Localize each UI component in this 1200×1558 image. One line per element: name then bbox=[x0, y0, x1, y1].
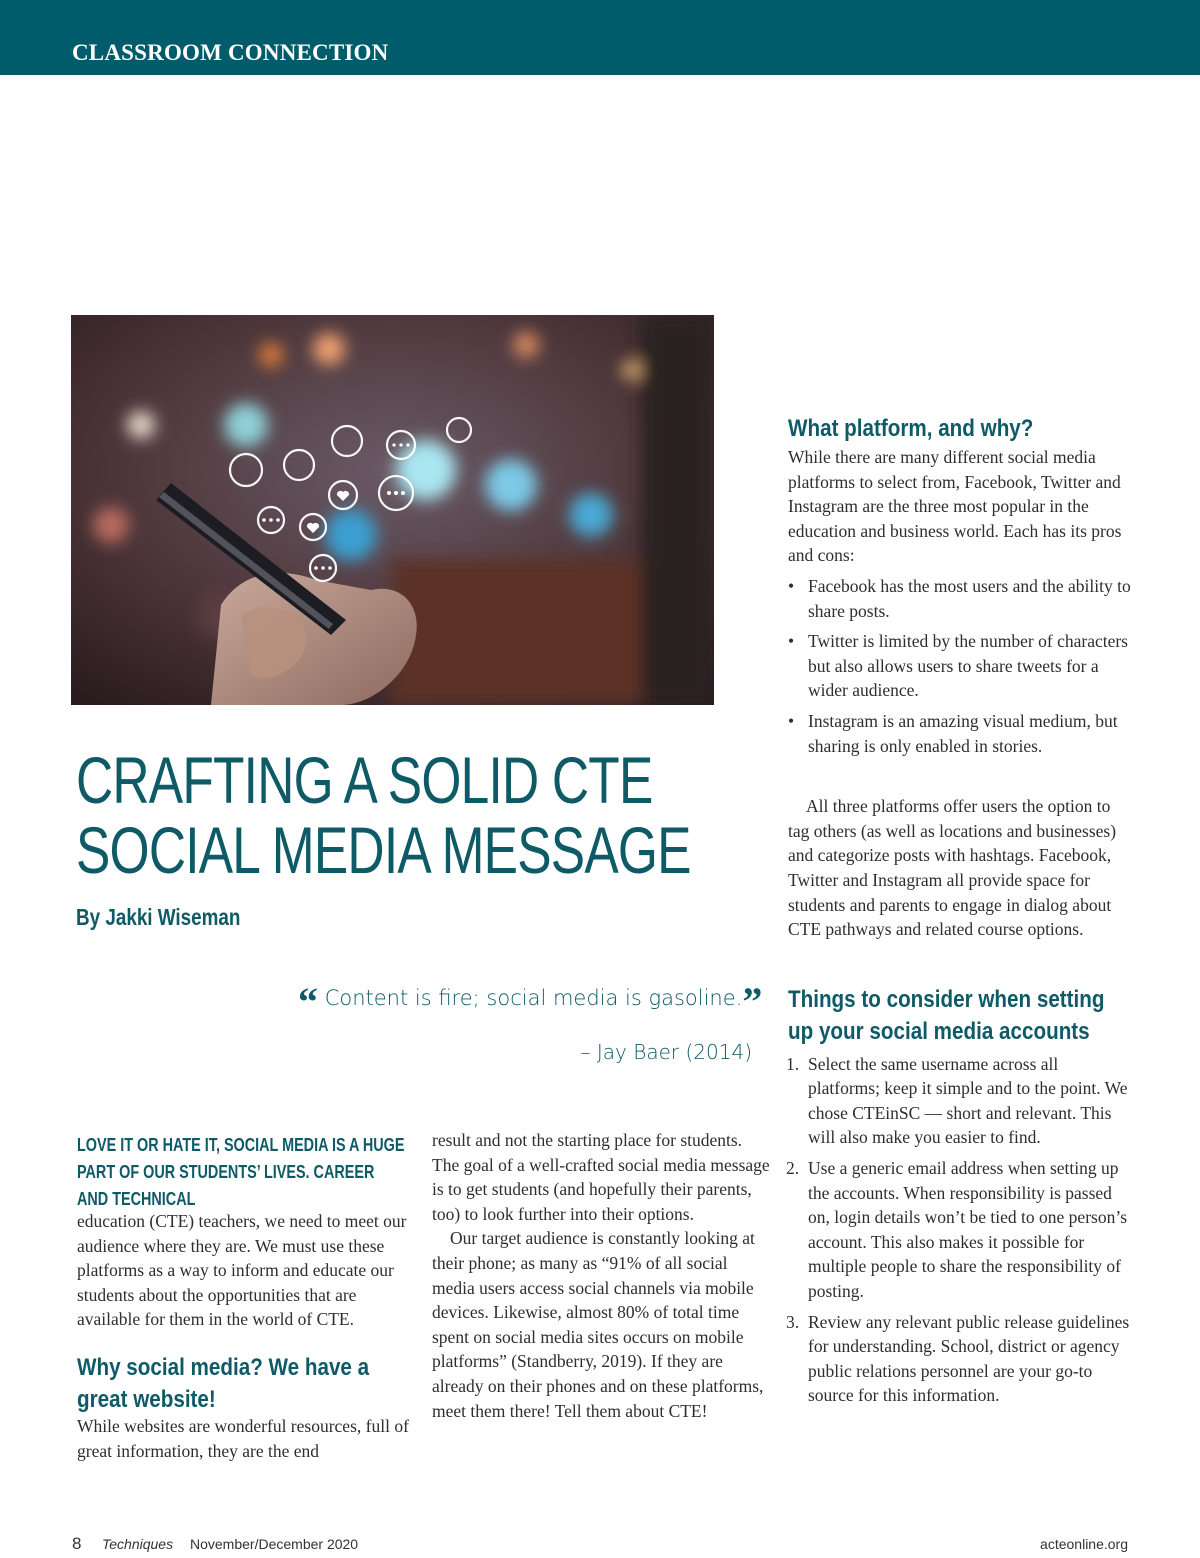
section-label: CLASSROOM CONNECTION bbox=[72, 40, 389, 65]
magazine-name: Techniques bbox=[102, 1536, 174, 1552]
platforms-paragraph: While there are many different social media platforms to select from, Facebook, Twitter and Instagram are the three most popular in the education and business world. Each has its pros and cons: bbox=[788, 447, 1122, 566]
goal-paragraph: result and not the starting place for students. The goal of a well-crafted social media message is to get students (and hopefully their parents, too) to look further into their options. bbox=[432, 1130, 770, 1224]
lead-in: LOVE IT OR HATE IT, SOCIAL MEDIA IS A HUGE PART OF OUR STUDENTS’ LIVES. CAREER AND TECHNICAL bbox=[77, 1135, 405, 1209]
platform-heading: What platform, and why? bbox=[788, 415, 1034, 442]
list-item: 2. Use a generic email address when setting up the accounts. When responsibility is passed on, login details won’t be tied to one person’s account. This also makes it possible for multiple people to share the responsibility of posting. bbox=[786, 1158, 1128, 1302]
list-item: 3. Review any relevant public release guidelines for understanding. School, district or agency public relations personnel are your go-to source for this information. bbox=[786, 1311, 1130, 1406]
website-link[interactable]: acteonline.org bbox=[1040, 1536, 1128, 1552]
platform-list bbox=[788, 574, 1133, 758]
article-title bbox=[76, 743, 691, 887]
phone-social-icons-photo bbox=[71, 315, 714, 705]
column-1 bbox=[77, 1132, 412, 1463]
close-quote-icon: ” bbox=[742, 979, 763, 1024]
page-number: 8 bbox=[72, 1534, 82, 1553]
list-item: • Instagram is an amazing visual medium, but sharing is only enabled in stories. bbox=[788, 710, 1118, 756]
pull-quote bbox=[298, 979, 763, 1024]
page-footer bbox=[0, 1534, 1200, 1554]
section-banner bbox=[0, 0, 1200, 75]
audience-paragraph: Our target audience is constantly looking at their phone; as many as “91% of all social media users access social channels via mobile devices. Likewise, almost 80% of total time spent on social media sites occurs on mobile platforms” (Standberry, 2019). If they are already on their phones and on these platforms, meet them there! Tell them about CTE! bbox=[432, 1228, 764, 1421]
open-quote-icon: “ bbox=[298, 979, 318, 1024]
websites-paragraph: While websites are wonderful resources, full of great information, they are the end bbox=[77, 1415, 409, 1461]
pull-quote-author: – Jay Baer (2014) bbox=[580, 1040, 752, 1064]
list-item: • Twitter is limited by the number of characters but also allows users to share tweets for a wider audience. bbox=[788, 631, 1128, 701]
tagging-paragraph: All three platforms offer users the option to tag others (as well as locations and businesses) and categorize posts with hashtags. Facebook, Twitter and Instagram all provide space for students and parents to engage in dialog about CTE pathways and related course options. bbox=[788, 796, 1117, 940]
issue-date: November/December 2020 bbox=[190, 1536, 359, 1552]
column-2 bbox=[432, 1128, 772, 1423]
things-to-consider-heading-line1: Things to consider when setting bbox=[788, 985, 1105, 1013]
list-item: 1. Select the same username across all platforms; keep it simple and to the point. We chose CTEinSC — short and relevant. This will also make you easier to find. bbox=[786, 1053, 1128, 1148]
hero-photo bbox=[71, 315, 714, 705]
why-social-media-heading bbox=[77, 1352, 370, 1416]
pull-quote-text: Content is fire; social media is gasoline. bbox=[324, 986, 743, 1010]
byline: By Jakki Wiseman bbox=[76, 904, 241, 930]
why-social-media-heading-text: Why social media? We have a great website! bbox=[77, 1353, 370, 1413]
article-title-line2: SOCIAL MEDIA MESSAGE bbox=[76, 813, 691, 887]
setup-steps-list bbox=[788, 1052, 1133, 1408]
article-title-line1: CRAFTING A SOLID CTE bbox=[76, 743, 653, 817]
list-item: • Facebook has the most users and the ability to share posts. bbox=[788, 575, 1131, 621]
intro-paragraph: education (CTE) teachers, we need to meet our audience where they are. We must use these platforms as a way to inform and educate our students about the opportunities that are available for them in the world of CTE. bbox=[77, 1211, 407, 1330]
things-to-consider-heading-line2: up your social media accounts bbox=[788, 1017, 1090, 1045]
column-3 bbox=[788, 413, 1133, 1414]
